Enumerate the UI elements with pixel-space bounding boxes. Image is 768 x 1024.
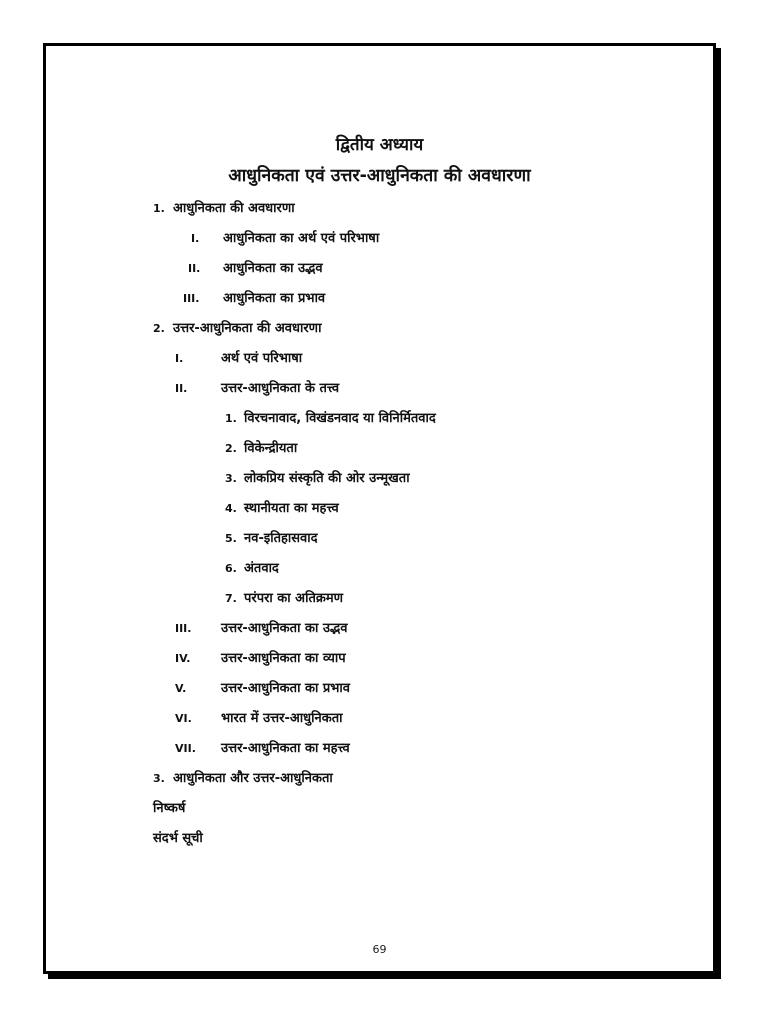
toc-number: II. bbox=[175, 382, 188, 395]
toc-label: उत्तर-आधुनिकता का महत्त्व bbox=[221, 741, 350, 756]
toc-label: आधुनिकता की अवधारणा bbox=[173, 201, 295, 216]
toc-label: उत्तर-आधुनिकता की अवधारणा bbox=[173, 321, 322, 336]
toc-number: I. bbox=[175, 352, 184, 365]
toc-entry-conclusion: निष्कर्ष bbox=[153, 801, 186, 816]
toc-number: V. bbox=[175, 682, 187, 695]
chapter-label: द्वितीय अध्याय bbox=[335, 135, 424, 155]
toc-label: आधुनिकता का उद्भव bbox=[223, 261, 323, 276]
toc-number: IV. bbox=[175, 652, 191, 665]
toc-label: आधुनिकता का अर्थ एवं परिभाषा bbox=[223, 231, 380, 246]
toc-number: 1. bbox=[225, 412, 237, 425]
toc-number: III. bbox=[175, 622, 192, 635]
toc-number: 2. bbox=[225, 442, 237, 455]
toc-label: उत्तर-आधुनिकता का प्रभाव bbox=[221, 681, 350, 696]
toc-number: II. bbox=[188, 262, 201, 275]
toc-label: भारत में उत्तर-आधुनिकता bbox=[221, 711, 343, 726]
toc-number: 2. bbox=[153, 322, 165, 335]
toc-label: अंतवाद bbox=[244, 561, 279, 576]
page-frame bbox=[43, 43, 716, 974]
toc-number: 3. bbox=[153, 772, 165, 785]
toc-label: आधुनिकता और उत्तर-आधुनिकता bbox=[173, 771, 333, 786]
toc-number: VI. bbox=[175, 712, 192, 725]
toc-number: 4. bbox=[225, 502, 237, 515]
toc-number: 3. bbox=[225, 472, 237, 485]
toc-entry-references: संदर्भ सूची bbox=[153, 831, 203, 846]
chapter-title: आधुनिकता एवं उत्तर-आधुनिकता की अवधारणा bbox=[228, 166, 531, 186]
toc-number: 1. bbox=[153, 202, 165, 215]
toc-label: उत्तर-आधुनिकता का उद्भव bbox=[221, 621, 348, 636]
toc-label: परंपरा का अतिक्रमण bbox=[244, 591, 344, 606]
toc-number: 6. bbox=[225, 562, 237, 575]
toc-label: लोकप्रिय संस्कृति की ओर उन्मूखता bbox=[244, 471, 410, 486]
toc-label: उत्तर-आधुनिकता के तत्त्व bbox=[221, 381, 340, 396]
toc-label: उत्तर-आधुनिकता का व्याप bbox=[221, 651, 346, 666]
toc-number: 7. bbox=[225, 592, 237, 605]
toc-number: VII. bbox=[175, 742, 196, 755]
toc-number: III. bbox=[183, 292, 200, 305]
toc-label: अर्थ एवं परिभाषा bbox=[221, 351, 303, 366]
toc-label: स्थानीयता का महत्त्व bbox=[244, 501, 339, 516]
toc-number: I. bbox=[191, 232, 200, 245]
toc-label: नव-इतिहासवाद bbox=[244, 531, 318, 546]
toc-label: विकेन्द्रीयता bbox=[244, 441, 298, 456]
toc-number: 5. bbox=[225, 532, 237, 545]
toc-label: विरचनावाद, विखंडनवाद या विनिर्मितवाद bbox=[244, 411, 436, 426]
toc-label: आधुनिकता का प्रभाव bbox=[223, 291, 326, 306]
page-number: 69 bbox=[372, 943, 387, 956]
